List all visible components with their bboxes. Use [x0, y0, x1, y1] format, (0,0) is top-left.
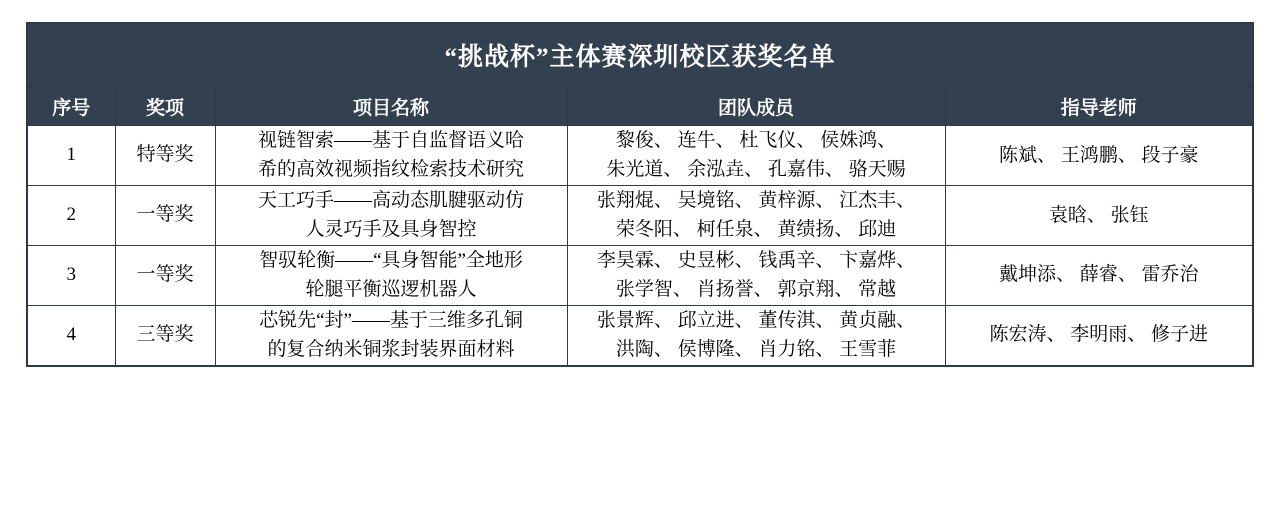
project-line: 天工巧手——高动态肌腱驱动仿	[257, 189, 524, 211]
row-members	[567, 305, 945, 365]
member-line: 朱光道、 余泓垚、 孔嘉伟、 骆天赐	[606, 159, 906, 181]
row-no: 2	[27, 185, 115, 245]
row-award: 一等奖	[115, 245, 215, 305]
column-header-project: 项目名称	[215, 87, 567, 126]
teacher-line: 袁晗、 张钰	[1048, 204, 1149, 226]
project-line: 视链智索——基于自监督语义哈	[257, 130, 524, 151]
row-teachers	[945, 126, 1253, 186]
project-line: 人灵巧手及具身智控	[305, 219, 477, 241]
table-row	[27, 126, 1253, 186]
member-line: 李昊霖、 史昱彬、 钱禹辛、 卞嘉烨、	[596, 249, 916, 271]
row-project	[215, 126, 567, 186]
teacher-line: 戴坤添、 薛睿、 雷乔治	[999, 264, 1199, 286]
project-line: 的复合纳米铜浆封装界面材料	[267, 339, 515, 361]
project-line: 智驭轮衡——“具身智能”全地形	[259, 249, 523, 271]
row-award: 特等奖	[115, 126, 215, 186]
member-line: 洪陶、 侯博隆、 肖力铭、 王雪菲	[615, 339, 897, 361]
table-row	[27, 185, 1253, 245]
column-header-award: 奖项	[115, 87, 215, 126]
row-teachers	[945, 185, 1253, 245]
row-no: 3	[27, 245, 115, 305]
row-project	[215, 305, 567, 365]
page-title: “挑战杯”主体赛深圳校区获奖名单	[27, 23, 1253, 87]
member-line: 荣冬阳、 柯任泉、 黄绩扬、 邱迪	[615, 219, 897, 241]
project-line: 轮腿平衡巡逻机器人	[305, 279, 477, 301]
table-row	[27, 305, 1253, 365]
row-teachers	[945, 245, 1253, 305]
row-members	[567, 126, 945, 186]
row-no: 1	[27, 126, 115, 186]
member-line: 张学智、 肖扬誉、 郭京翔、 常越	[615, 279, 897, 301]
row-members	[567, 185, 945, 245]
table-header-row	[27, 87, 1253, 126]
table-row	[27, 245, 1253, 305]
award-list-table	[26, 22, 1254, 367]
table-title-row	[27, 23, 1253, 87]
teacher-line: 陈斌、 王鸿鹏、 段子豪	[999, 144, 1199, 166]
column-header-teachers: 指导老师	[945, 87, 1253, 126]
row-no: 4	[27, 305, 115, 365]
row-project	[215, 185, 567, 245]
row-project	[215, 245, 567, 305]
project-line: 芯锐先“封”——基于三维多孔铜	[259, 309, 523, 331]
row-members	[567, 245, 945, 305]
teacher-line: 陈宏涛、 李明雨、 修子进	[989, 324, 1209, 346]
row-award: 三等奖	[115, 305, 215, 365]
member-line: 黎俊、 连牛、 杜飞仪、 侯姝鸿、	[615, 130, 897, 151]
member-line: 张翔焜、 吴境铭、 黄梓源、 江杰丰、	[596, 189, 916, 211]
project-line: 希的高效视频指纹检索技术研究	[257, 159, 524, 181]
member-line: 张景辉、 邱立进、 董传淇、 黄贞融、	[596, 309, 916, 331]
column-header-no: 序号	[27, 87, 115, 126]
column-header-members: 团队成员	[567, 87, 945, 126]
row-award: 一等奖	[115, 185, 215, 245]
row-teachers	[945, 305, 1253, 365]
